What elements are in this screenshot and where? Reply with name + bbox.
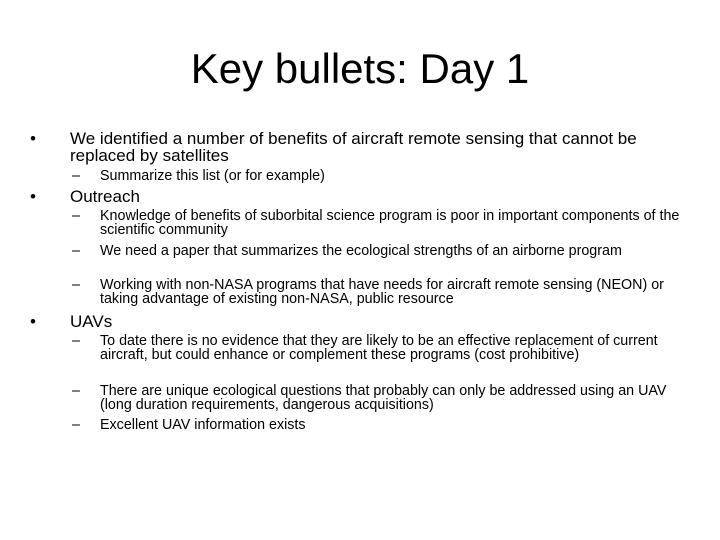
sub-bullet-text: Summarize this list (or for example) [100,168,325,184]
sub-bullet-text: Excellent UAV information exists [100,417,306,433]
bullet-marker: • [30,187,36,206]
bullet-text: Outreach [70,187,140,206]
sub-bullet-text: We need a paper that summarizes the ecological strengths of an airborne program [100,243,622,259]
sub-bullet-marker: – [72,277,80,293]
sub-bullet-text: Knowledge of benefits of suborbital science program is poor in important components of the scientific community [100,208,680,239]
sub-bullet-marker: – [72,243,80,259]
bullet-marker: • [30,129,36,148]
sub-bullet-marker: – [72,417,80,433]
bullet-text: We identified a number of benefits of aircraft remote sensing that cannot be replaced by satellites [70,129,637,165]
sub-bullet-marker: – [72,333,80,349]
sub-bullet-marker: – [72,168,80,184]
sub-bullet-text: To date there is no evidence that they are likely to be an effective replacement of current aircraft, but could enhance or complement these programs (cost prohibitive) [100,333,658,364]
slide-title: Key bullets: Day 1 [190,45,530,92]
bullet-marker: • [30,312,36,331]
sub-bullet-text: There are unique ecological questions that probably can only be addressed using an UAV (long duration requirements, dangerous acquisitions) [100,383,667,414]
bullet-text: UAVs [70,312,113,331]
sub-bullet-marker: – [72,383,80,399]
sub-bullet-marker: – [72,208,80,224]
sub-bullet-text: Working with non-NASA programs that have needs for aircraft remote sensing (NEON) or taking advantage of existing non-NASA, public resource [100,277,664,308]
